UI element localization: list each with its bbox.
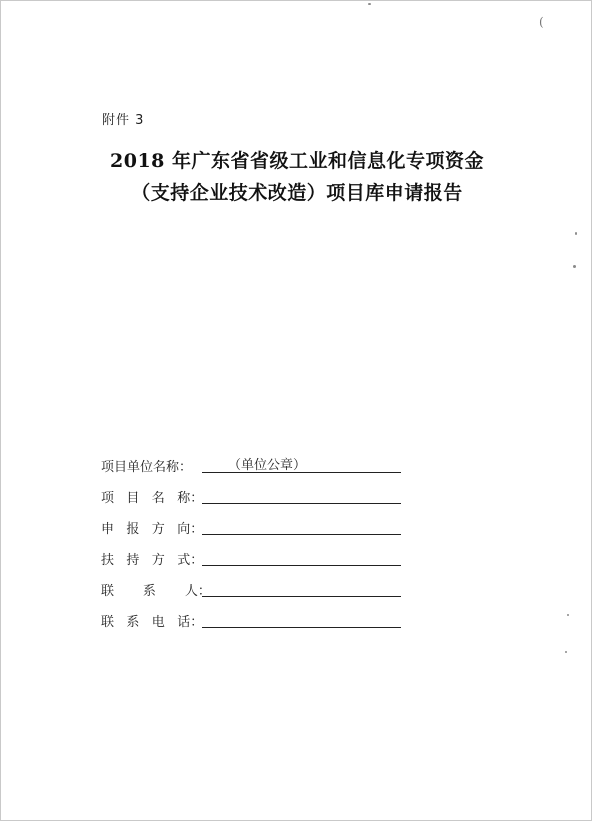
- field-label: 联 系 人：: [101, 584, 211, 599]
- field-label: 扶 持 方 式：: [101, 553, 204, 568]
- form-row-direction: [101, 514, 411, 545]
- field-label: 项目单位名称：: [101, 460, 193, 475]
- scan-mark: (: [539, 15, 544, 29]
- field-label: 联 系 电 话：: [101, 615, 204, 630]
- fill-in-line[interactable]: [202, 565, 401, 566]
- field-value-unit-seal: （单位公章）: [227, 458, 306, 473]
- form-row-contact-person: [101, 576, 411, 607]
- scan-speck: [565, 651, 567, 653]
- scan-speck: [575, 232, 577, 235]
- field-label: 项 目 名 称：: [101, 491, 204, 506]
- form-row-project-name: [101, 483, 411, 514]
- fill-in-line[interactable]: [202, 503, 401, 504]
- form-row-contact-phone: [101, 607, 411, 638]
- field-label: 申 报 方 向：: [101, 522, 204, 537]
- scan-speck: [368, 3, 371, 5]
- fill-in-line[interactable]: [202, 534, 401, 535]
- fill-in-line[interactable]: [202, 627, 401, 628]
- applicant-info-form: [101, 452, 411, 638]
- report-title-line-1: 2018 年广东省省级工业和信息化专项资金: [110, 150, 484, 172]
- fill-in-line[interactable]: [202, 472, 401, 473]
- attachment-label: 附件 3: [102, 113, 145, 128]
- scan-speck: [573, 265, 576, 268]
- form-row-support-method: [101, 545, 411, 576]
- report-title-line-2: （支持企业技术改造）项目库申请报告: [131, 182, 463, 204]
- form-row-unit-name: [101, 452, 411, 483]
- fill-in-line[interactable]: [202, 596, 401, 597]
- scan-speck: [567, 614, 569, 616]
